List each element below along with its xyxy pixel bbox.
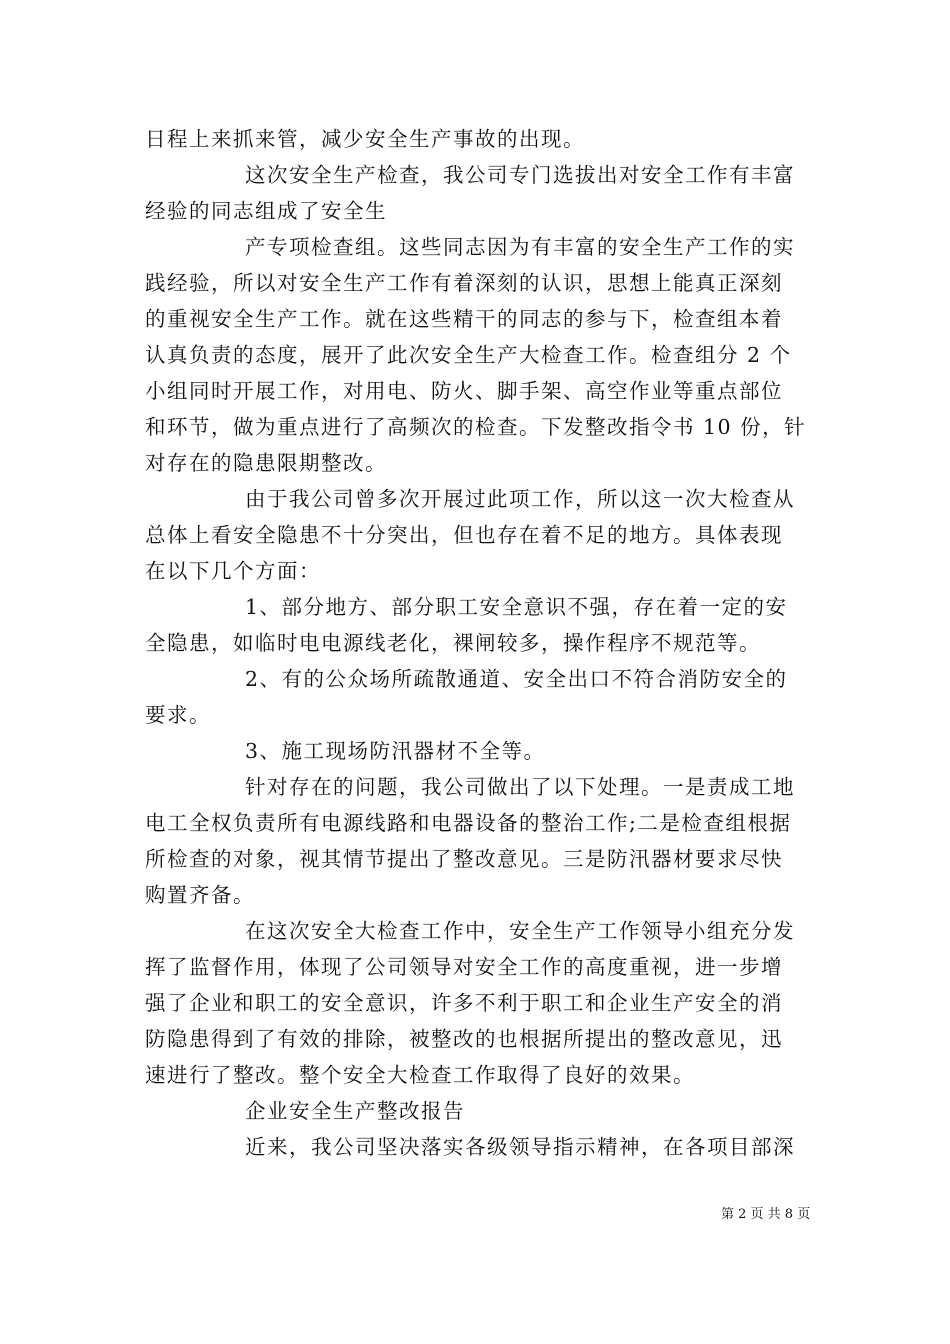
text-line: 对存在的隐患限期整改。 — [145, 451, 387, 475]
paragraph-start: 这次安全生产检查，我公司专门选拔出对安全工作有丰富 — [245, 163, 795, 187]
text-line: 和环节，做为重点进行了高频次的检查。下发整改指令书 10 份，针 — [145, 415, 807, 439]
text-line: 挥了监督作用，体现了公司领导对安全工作的高度重视，进一步增 — [145, 955, 783, 979]
paragraph-start: 由于我公司曾多次开展过此项工作，所以这一次大检查从 — [245, 487, 795, 511]
list-item-1: 1、部分地方、部分职工安全意识不强，存在着一定的安 — [245, 595, 788, 619]
text-line: 的重视安全生产工作。就在这些精干的同志的参与下，检查组本着 — [145, 307, 783, 331]
section-title: 企业安全生产整改报告 — [245, 1099, 465, 1123]
text-line: 经验的同志组成了安全生 — [145, 199, 387, 223]
text-line: 速进行了整改。整个安全大检查工作取得了良好的效果。 — [145, 1063, 695, 1087]
paragraph-start: 针对存在的问题，我公司做出了以下处理。一是责成工地 — [245, 775, 795, 799]
text-line: 防隐患得到了有效的排除，被整改的也根据所提出的整改意见，迅 — [145, 1027, 783, 1051]
text-line: 电工全权负责所有电源线路和电器设备的整治工作;二是检查组根据 — [145, 811, 792, 835]
text-line: 践经验，所以对安全生产工作有着深刻的认识，思想上能真正深刻 — [145, 271, 783, 295]
paragraph-start: 近来，我公司坚决落实各级领导指示精神，在各项目部深 — [245, 1135, 795, 1159]
text-line: 认真负责的态度，展开了此次安全生产大检查工作。检查组分 2 个 — [145, 343, 792, 367]
list-item-2: 2、有的公众场所疏散通道、安全出口不符合消防安全的 — [245, 667, 788, 691]
text-line: 要求。 — [145, 703, 211, 727]
text-line: 总体上看安全隐患不十分突出，但也存在着不足的地方。具体表现 — [145, 523, 783, 547]
text-line: 在以下几个方面： — [145, 559, 321, 583]
text-line: 小组同时开展工作，对用电、防火、脚手架、高空作业等重点部位 — [145, 379, 783, 403]
list-item-3: 3、施工现场防汛器材不全等。 — [245, 739, 546, 763]
text-line: 日程上来抓来管，减少安全生产事故的出现。 — [145, 127, 585, 151]
text-line: 强了企业和职工的安全意识，许多不利于职工和企业生产安全的消 — [145, 991, 783, 1015]
text-line: 购置齐备。 — [145, 883, 255, 907]
text-line: 全隐患，如临时电电源线老化，裸闸较多，操作程序不规范等。 — [145, 631, 761, 655]
text-line: 所检查的对象，视其情节提出了整改意见。三是防汛器材要求尽快 — [145, 847, 783, 871]
page-number-footer: 第 2 页 共 8 页 — [721, 1207, 811, 1222]
paragraph-start: 产专项检查组。这些同志因为有丰富的安全生产工作的实 — [245, 235, 795, 259]
paragraph-start: 在这次安全大检查工作中，安全生产工作领导小组充分发 — [245, 919, 795, 943]
